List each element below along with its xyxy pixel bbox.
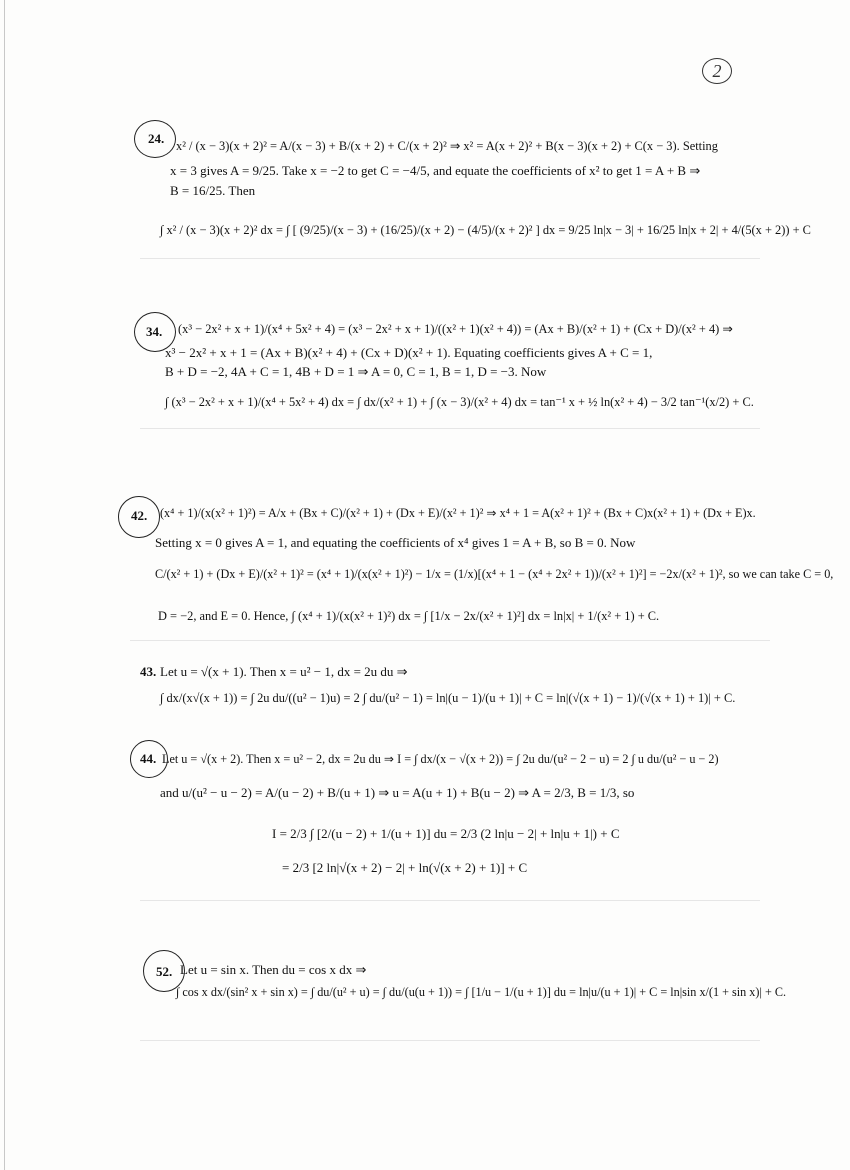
problem-44-line-4: = 2/3 [2 ln|√(x + 2) − 2| + ln(√(x + 2) + 1)] + C (282, 860, 528, 875)
problem-52-number: 52. (156, 964, 173, 979)
problem-44-number: 44. (140, 751, 157, 766)
page-number: 2 (702, 58, 732, 84)
problem-24-line-2: x = 3 gives A = 9/25. Take x = −2 to get C = −4/5, and equate the coefficients of x² to get 1 = A + B ⇒ (170, 163, 701, 178)
problem-44-line-3: I = 2/3 ∫ [2/(u − 2) + 1/(u + 1)] du = 2/3 (2 ln|u − 2| + ln|u + 1|) + C (272, 826, 620, 841)
problem-24-number: 24. (148, 131, 165, 146)
divider (140, 1040, 760, 1041)
problem-24-line-4: ∫ x² / (x − 3)(x + 2)² dx = ∫ [ (9/25)/(x − 3) + (16/25)/(x + 2) − (4/5)/(x + 2)² ] dx = 9/25 ln|x − 3| + 16/25 ln|x + 2| + 4/(5(x + 2)) + C (160, 223, 811, 237)
problem-42-line-2: Setting x = 0 gives A = 1, and equating the coefficients of x⁴ gives 1 = A + B, so B = 0. Now (155, 535, 636, 550)
divider (140, 428, 760, 429)
problem-42-line-4: D = −2, and E = 0. Hence, ∫ (x⁴ + 1)/(x(x² + 1)²) dx = ∫ [1/x − 2x/(x² + 1)²] dx = ln|x| + 1/(x² + 1) + C. (158, 609, 660, 623)
problem-42-line-1: (x⁴ + 1)/(x(x² + 1)²) = A/x + (Bx + C)/(x² + 1) + (Dx + E)/(x² + 1)² ⇒ x⁴ + 1 = A(x² + 1)² + (Bx + C)x(x² + 1) + (Dx + E)x. (160, 506, 756, 520)
page-edge (4, 0, 5, 1170)
problem-44-line-2: and u/(u² − u − 2) = A/(u − 2) + B/(u + 1) ⇒ u = A(u + 1) + B(u − 2) ⇒ A = 2/3, B = 1/3, so (160, 785, 635, 800)
divider (130, 640, 770, 641)
divider (140, 900, 760, 901)
problem-42-line-3: C/(x² + 1) + (Dx + E)/(x² + 1)² = (x⁴ + 1)/(x(x² + 1)²) − 1/x = (1/x)[(x⁴ + 1 − (x⁴ + 2x² + 1))/(x² + 1)²] = −2x/(x² + 1)², so we can take C = 0, (155, 567, 834, 581)
problem-34-number: 34. (146, 324, 163, 339)
problem-43-number: 43. (140, 664, 157, 679)
problem-34-line-3: B + D = −2, 4A + C = 1, 4B + D = 1 ⇒ A = 0, C = 1, B = 1, D = −3. Now (165, 364, 547, 379)
problem-34-line-4: ∫ (x³ − 2x² + x + 1)/(x⁴ + 5x² + 4) dx = ∫ dx/(x² + 1) + ∫ (x − 3)/(x² + 4) dx = tan⁻¹ x + ½ ln(x² + 4) − 3/2 tan⁻¹(x/2) + C. (165, 395, 754, 409)
problem-43-line-1: Let u = √(x + 1). Then x = u² − 1, dx = 2u du ⇒ (160, 664, 408, 679)
problem-44-line-1: Let u = √(x + 2). Then x = u² − 2, dx = 2u du ⇒ I = ∫ dx/(x − √(x + 2)) = ∫ 2u du/(u² − 2 − u) = 2 ∫ u du/(u² − u − 2) (162, 752, 719, 766)
problem-24-line-3: B = 16/25. Then (170, 183, 256, 198)
problem-52-line-1: Let u = sin x. Then du = cos x dx ⇒ (180, 962, 367, 977)
problem-42-number: 42. (131, 508, 148, 523)
problem-52-line-2: ∫ cos x dx/(sin² x + sin x) = ∫ du/(u² + u) = ∫ du/(u(u + 1)) = ∫ [1/u − 1/(u + 1)] du = ln|u/(u + 1)| + C = ln|sin x/(1 + sin x)| + C. (176, 985, 787, 999)
problem-34-line-2: x³ − 2x² + x + 1 = (Ax + B)(x² + 4) + (Cx + D)(x² + 1). Equating coefficients gives A + C = 1, (165, 345, 653, 360)
problem-24-line-1: x² / (x − 3)(x + 2)² = A/(x − 3) + B/(x + 2) + C/(x + 2)² ⇒ x² = A(x + 2)² + B(x − 3)(x + 2) + C(x − 3). Setting (176, 139, 718, 153)
divider (140, 258, 760, 259)
problem-43-line-2: ∫ dx/(x√(x + 1)) = ∫ 2u du/((u² − 1)u) = 2 ∫ du/(u² − 1) = ln|(u − 1)/(u + 1)| + C = ln|(√(x + 1) − 1)/(√(x + 1) + 1)| + C. (160, 691, 736, 705)
problem-34-line-1: (x³ − 2x² + x + 1)/(x⁴ + 5x² + 4) = (x³ − 2x² + x + 1)/((x² + 1)(x² + 4)) = (Ax + B)/(x² + 1) + (Cx + D)/(x² + 4) ⇒ (178, 322, 733, 336)
